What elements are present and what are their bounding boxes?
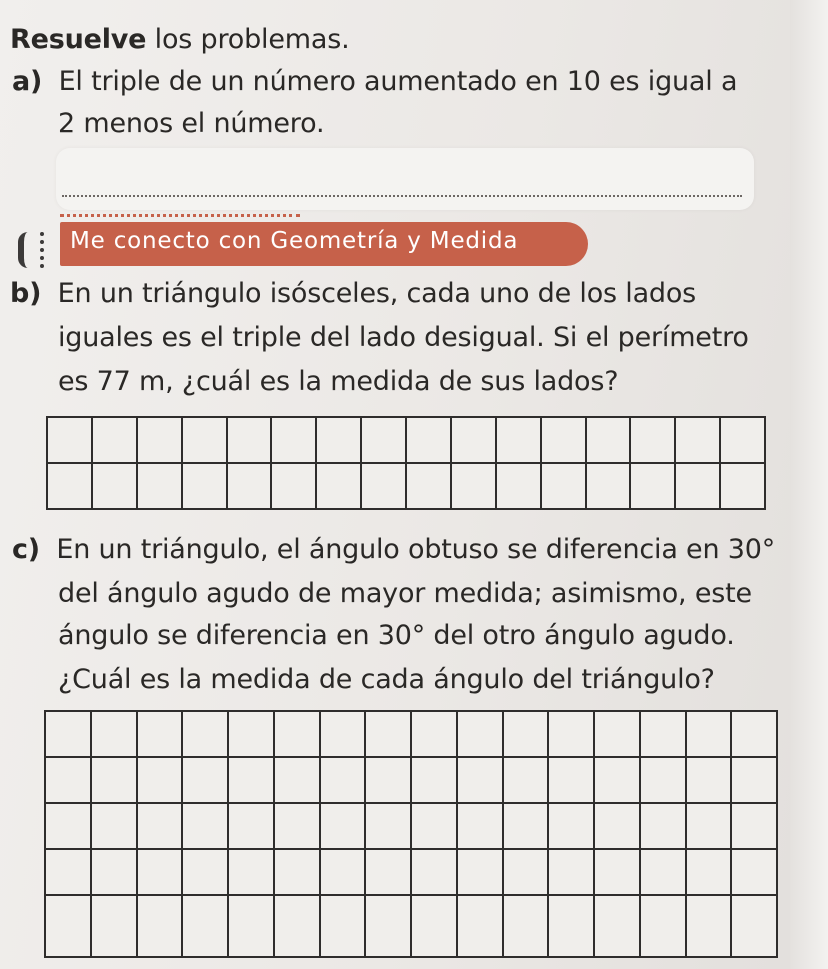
grid-cell[interactable]	[595, 758, 639, 802]
grid-cell[interactable]	[48, 418, 91, 462]
grid-cell[interactable]	[275, 758, 319, 802]
grid-cell[interactable]	[272, 418, 315, 462]
grid-cell[interactable]	[228, 464, 271, 508]
grid-cell[interactable]	[631, 418, 674, 462]
grid-cell[interactable]	[458, 804, 502, 848]
grid-cell[interactable]	[732, 804, 776, 848]
problem-b-answer-grid[interactable]	[46, 416, 766, 510]
grid-cell[interactable]	[138, 896, 182, 956]
grid-cell[interactable]	[549, 896, 593, 956]
grid-cell[interactable]	[504, 804, 548, 848]
grid-cell[interactable]	[641, 712, 685, 756]
problem-a-answer-box[interactable]	[56, 148, 754, 210]
grid-cell[interactable]	[631, 464, 674, 508]
grid-cell[interactable]	[92, 850, 136, 894]
grid-cell[interactable]	[549, 712, 593, 756]
problem-c-line-1	[12, 534, 775, 565]
grid-cell[interactable]	[452, 418, 495, 462]
problem-b-text-1: En un triángulo isósceles, cada uno de los lados	[57, 278, 697, 309]
problem-a-text-2: 2 menos el número.	[58, 108, 325, 139]
instructions-heading-rest: los problemas.	[146, 24, 350, 55]
grid-cell[interactable]	[366, 850, 410, 894]
grid-cell[interactable]	[412, 896, 456, 956]
grid-cell[interactable]	[92, 758, 136, 802]
grid-cell[interactable]	[93, 464, 136, 508]
grid-cell[interactable]	[48, 464, 91, 508]
grid-cell[interactable]	[549, 758, 593, 802]
grid-cell[interactable]	[412, 712, 456, 756]
grid-cell[interactable]	[412, 850, 456, 894]
grid-cell[interactable]	[366, 712, 410, 756]
grid-cell[interactable]	[46, 804, 90, 848]
grid-cell[interactable]	[504, 758, 548, 802]
problem-b-text-2: iguales es el triple del lado desigual. Si el perímetro	[58, 322, 749, 353]
grid-cell[interactable]	[275, 850, 319, 894]
grid-cell[interactable]	[46, 896, 90, 956]
problem-a-letter: a)	[12, 66, 43, 97]
grid-cell[interactable]	[321, 758, 365, 802]
grid-cell[interactable]	[458, 712, 502, 756]
section-banner-label: Me conecto con Geometría y Medida	[70, 228, 519, 254]
grid-cell[interactable]	[497, 418, 540, 462]
grid-cell[interactable]	[183, 758, 227, 802]
banner-dots-decoration	[60, 214, 300, 217]
grid-cell[interactable]	[275, 712, 319, 756]
page-edge-shadow	[790, 0, 828, 969]
grid-cell[interactable]	[412, 758, 456, 802]
grid-cell[interactable]	[229, 758, 273, 802]
grid-cell[interactable]	[687, 850, 731, 894]
grid-cell[interactable]	[272, 464, 315, 508]
grid-cell[interactable]	[92, 712, 136, 756]
grid-cell[interactable]	[366, 804, 410, 848]
problem-a-answer-line	[62, 195, 742, 197]
problem-b-letter: b)	[10, 278, 42, 309]
grid-cell[interactable]	[366, 758, 410, 802]
grid-cell[interactable]	[595, 896, 639, 956]
grid-cell[interactable]	[504, 896, 548, 956]
grid-cell[interactable]	[183, 418, 226, 462]
grid-cell[interactable]	[138, 758, 182, 802]
grid-cell[interactable]	[138, 804, 182, 848]
problem-a-text-1: El triple de un número aumentado en 10 es igual a	[58, 66, 738, 97]
grid-cell[interactable]	[504, 712, 548, 756]
grid-cell[interactable]	[452, 464, 495, 508]
grid-cell[interactable]	[549, 850, 593, 894]
grid-cell[interactable]	[595, 850, 639, 894]
grid-cell[interactable]	[92, 804, 136, 848]
problem-c-text-2: del ángulo agudo de mayor medida; asimismo, este	[58, 578, 752, 609]
grid-cell[interactable]	[93, 418, 136, 462]
grid-cell[interactable]	[317, 464, 360, 508]
grid-cell[interactable]	[407, 418, 450, 462]
grid-cell[interactable]	[504, 850, 548, 894]
grid-cell[interactable]	[317, 418, 360, 462]
section-bracket-icon	[18, 232, 38, 268]
grid-cell[interactable]	[641, 804, 685, 848]
problem-a-line-1	[12, 66, 737, 97]
grid-cell[interactable]	[641, 896, 685, 956]
grid-cell[interactable]	[721, 418, 764, 462]
grid-cell[interactable]	[183, 712, 227, 756]
grid-cell[interactable]	[687, 758, 731, 802]
instructions-heading	[10, 24, 349, 55]
grid-cell[interactable]	[641, 758, 685, 802]
grid-cell[interactable]	[275, 804, 319, 848]
grid-cell[interactable]	[321, 804, 365, 848]
grid-cell[interactable]	[407, 464, 450, 508]
grid-cell[interactable]	[458, 758, 502, 802]
grid-cell[interactable]	[497, 464, 540, 508]
grid-cell[interactable]	[542, 418, 585, 462]
section-dots-decoration	[40, 232, 44, 268]
grid-cell[interactable]	[542, 464, 585, 508]
grid-cell[interactable]	[229, 850, 273, 894]
grid-cell[interactable]	[587, 464, 630, 508]
problem-b-text-3: es 77 m, ¿cuál es la medida de sus lados?	[58, 366, 619, 397]
grid-cell[interactable]	[458, 850, 502, 894]
grid-cell[interactable]	[321, 850, 365, 894]
grid-cell[interactable]	[321, 896, 365, 956]
grid-cell[interactable]	[183, 896, 227, 956]
grid-cell[interactable]	[641, 850, 685, 894]
grid-cell[interactable]	[676, 418, 719, 462]
grid-cell[interactable]	[138, 418, 181, 462]
grid-cell[interactable]	[229, 896, 273, 956]
grid-cell[interactable]	[732, 850, 776, 894]
grid-cell[interactable]	[458, 896, 502, 956]
grid-cell[interactable]	[138, 850, 182, 894]
grid-cell[interactable]	[362, 464, 405, 508]
problem-c-text-4: ¿Cuál es la medida de cada ángulo del triángulo?	[58, 664, 715, 695]
problem-c-letter: c)	[12, 534, 40, 565]
grid-cell[interactable]	[321, 712, 365, 756]
grid-cell[interactable]	[595, 804, 639, 848]
grid-cell[interactable]	[92, 896, 136, 956]
grid-cell[interactable]	[687, 712, 731, 756]
grid-cell[interactable]	[732, 896, 776, 956]
grid-cell[interactable]	[183, 850, 227, 894]
problem-c-answer-grid[interactable]	[44, 710, 778, 958]
grid-cell[interactable]	[676, 464, 719, 508]
grid-cell[interactable]	[138, 464, 181, 508]
problem-c-text-3: ángulo se diferencia en 30° del otro ángulo agudo.	[58, 620, 735, 651]
grid-cell[interactable]	[229, 804, 273, 848]
problem-c-text-1: En un triángulo, el ángulo obtuso se diferencia en 30°	[56, 534, 776, 565]
grid-cell[interactable]	[138, 712, 182, 756]
grid-cell[interactable]	[549, 804, 593, 848]
grid-cell[interactable]	[275, 896, 319, 956]
grid-cell[interactable]	[412, 804, 456, 848]
grid-cell[interactable]	[228, 418, 271, 462]
grid-cell[interactable]	[687, 804, 731, 848]
grid-cell[interactable]	[46, 850, 90, 894]
grid-cell[interactable]	[732, 712, 776, 756]
grid-cell[interactable]	[587, 418, 630, 462]
grid-cell[interactable]	[46, 712, 90, 756]
grid-cell[interactable]	[362, 418, 405, 462]
grid-cell[interactable]	[732, 758, 776, 802]
grid-cell[interactable]	[229, 712, 273, 756]
grid-cell[interactable]	[687, 896, 731, 956]
problem-b-line-1	[10, 278, 696, 309]
grid-cell[interactable]	[183, 804, 227, 848]
grid-cell[interactable]	[721, 464, 764, 508]
grid-cell[interactable]	[595, 712, 639, 756]
grid-cell[interactable]	[183, 464, 226, 508]
grid-cell[interactable]	[46, 758, 90, 802]
grid-cell[interactable]	[366, 896, 410, 956]
instructions-heading-bold: Resuelve	[10, 24, 147, 55]
